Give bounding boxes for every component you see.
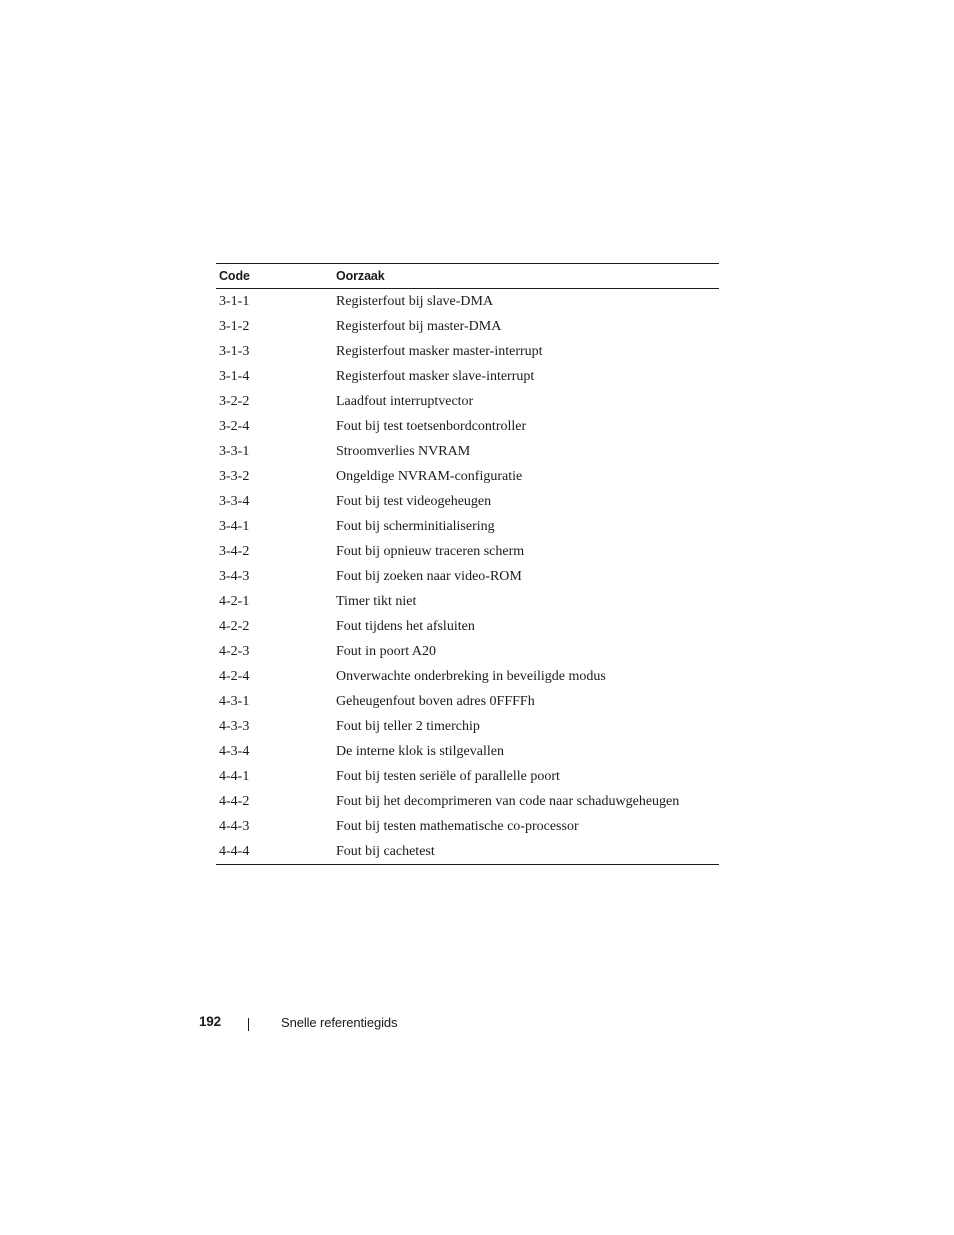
footer-title: Snelle referentiegids — [281, 1015, 398, 1030]
table-row — [216, 764, 719, 789]
table-row — [216, 739, 719, 764]
cell-cause: Timer tikt niet — [336, 593, 417, 609]
table-row — [216, 714, 719, 739]
cell-cause: Fout bij testen mathematische co-processor — [336, 818, 579, 834]
cell-cause: Fout bij teller 2 timerchip — [336, 718, 480, 734]
footer-separator — [248, 1018, 249, 1031]
cell-cause: Registerfout bij slave-DMA — [336, 293, 494, 309]
cell-cause: De interne klok is stilgevallen — [336, 743, 504, 759]
cell-code: 3-1-4 — [219, 368, 250, 384]
cell-code: 4-3-4 — [219, 743, 250, 759]
table-row — [216, 289, 719, 315]
cell-cause: Fout bij opnieuw traceren scherm — [336, 543, 525, 559]
cell-cause: Registerfout masker slave-interrupt — [336, 368, 535, 384]
table-body — [216, 289, 719, 865]
cell-cause: Fout bij scherminitialisering — [336, 518, 495, 534]
cell-cause: Fout bij test toetsenbordcontroller — [336, 418, 527, 434]
cell-code: 3-2-4 — [219, 418, 250, 434]
page-footer — [0, 1014, 954, 1036]
table-row — [216, 564, 719, 589]
cell-code: 4-2-3 — [219, 643, 250, 659]
cell-code: 3-4-2 — [219, 543, 250, 559]
cell-cause: Registerfout bij master-DMA — [336, 318, 502, 334]
beep-code-table — [216, 263, 719, 865]
table-row — [216, 514, 719, 539]
cell-cause: Fout tijdens het afsluiten — [336, 618, 475, 634]
cell-code: 4-3-3 — [219, 718, 250, 734]
cell-code: 3-1-2 — [219, 318, 250, 334]
cell-code: 3-1-1 — [219, 293, 250, 309]
table-row — [216, 339, 719, 364]
cell-cause: Laadfout interruptvector — [336, 393, 474, 409]
cell-cause: Fout bij zoeken naar video-ROM — [336, 568, 522, 584]
cell-cause: Ongeldige NVRAM-configuratie — [336, 468, 523, 484]
cell-cause: Geheugenfout boven adres 0FFFFh — [336, 693, 535, 709]
cell-cause: Fout in poort A20 — [336, 643, 436, 659]
cell-code: 3-3-4 — [219, 493, 250, 509]
column-header-cause: Oorzaak — [336, 269, 385, 283]
table-row — [216, 439, 719, 464]
cell-cause: Registerfout masker master-interrupt — [336, 343, 543, 359]
table-header-row — [216, 264, 719, 289]
table-row — [216, 414, 719, 439]
table-row — [216, 464, 719, 489]
table-row — [216, 639, 719, 664]
cell-code: 4-4-2 — [219, 793, 250, 809]
cell-cause: Fout bij test videogeheugen — [336, 493, 492, 509]
table-row — [216, 364, 719, 389]
cell-code: 4-4-3 — [219, 818, 250, 834]
table-row — [216, 389, 719, 414]
cell-code: 4-4-4 — [219, 843, 250, 859]
table-row — [216, 314, 719, 339]
cell-code: 3-4-3 — [219, 568, 250, 584]
table-row — [216, 814, 719, 839]
cell-code: 3-3-2 — [219, 468, 250, 484]
cell-code: 3-4-1 — [219, 518, 250, 534]
table-row — [216, 789, 719, 814]
table-row — [216, 839, 719, 865]
table-row — [216, 489, 719, 514]
table-row — [216, 664, 719, 689]
cell-code: 3-1-3 — [219, 343, 250, 359]
cell-code: 3-3-1 — [219, 443, 250, 459]
beep-code-table-container — [216, 263, 719, 865]
table-row — [216, 614, 719, 639]
cell-cause: Stroomverlies NVRAM — [336, 443, 471, 459]
table-row — [216, 539, 719, 564]
cell-code: 4-2-2 — [219, 618, 250, 634]
page-number: 192 — [199, 1014, 221, 1029]
table-row — [216, 589, 719, 614]
cell-code: 4-2-4 — [219, 668, 250, 684]
cell-cause: Fout bij cachetest — [336, 843, 435, 859]
column-header-code: Code — [219, 269, 250, 283]
cell-code: 4-3-1 — [219, 693, 250, 709]
cell-cause: Fout bij het decomprimeren van code naar schaduwgeheugen — [336, 793, 680, 809]
cell-cause: Onverwachte onderbreking in beveiligde modus — [336, 668, 606, 684]
cell-cause: Fout bij testen seriële of parallelle poort — [336, 768, 560, 784]
table-row — [216, 689, 719, 714]
cell-code: 4-2-1 — [219, 593, 250, 609]
cell-code: 3-2-2 — [219, 393, 250, 409]
cell-code: 4-4-1 — [219, 768, 250, 784]
table-header — [216, 264, 719, 289]
